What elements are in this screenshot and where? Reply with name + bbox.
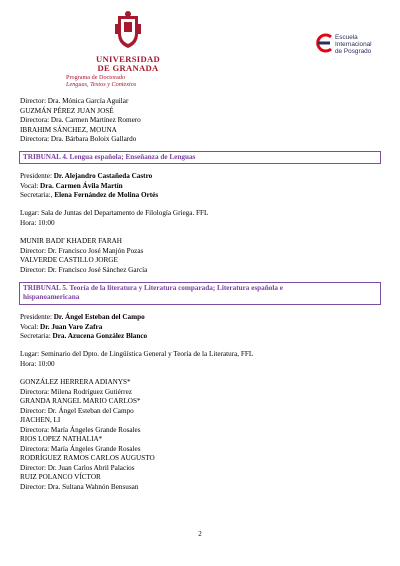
presidente-name: Dr. Ángel Esteban del Campo	[53, 313, 145, 321]
student-director: Director: Dr. Francisco José Manjón Pozas	[20, 246, 144, 255]
tribunal-5-presidente	[20, 313, 145, 322]
vocal-name: Dr. Juan Varo Zafra	[40, 322, 103, 331]
student-name: GRANDA RANGEL MARIO CARLOS*	[20, 397, 141, 405]
tribunal-4-presidente	[20, 172, 152, 181]
text-line: Directora: Dra. Bárbara Boloix Gallardo	[20, 135, 137, 143]
presidente-label: Presidente:	[20, 172, 54, 180]
vocal-name: Dra. Carmen Ávila Martín	[40, 181, 123, 190]
school-name-line2: Internacional	[335, 41, 372, 49]
tribunal-4-vocal	[20, 182, 123, 191]
tribunal-4-hora: Hora: 10:00	[20, 218, 55, 227]
crest-icon	[112, 10, 144, 50]
secretaria-name: Dra. Azucena González Blanco	[52, 332, 148, 340]
presidente-label: Presidente:	[20, 313, 54, 321]
text-line: IBRAHIM SÁNCHEZ, MOUNA	[20, 125, 117, 134]
student-director: Director: Dra. Sultana Wahnón Bensusan	[20, 482, 139, 491]
school-name-line1: Escuela	[335, 34, 358, 41]
vocal-label: Vocal:	[20, 181, 41, 190]
program-subtitle: Lenguas, Textos y Contextos	[66, 81, 137, 88]
tribunal-5-heading	[19, 282, 381, 305]
student-director: Director: Dr. Juan Carlos Abril Palacios	[20, 463, 135, 472]
tribunal-4-lugar: Lugar: Sala de Juntas del Departamento de Filología Griega. FFL	[20, 209, 209, 217]
text-line: GUZMÁN PÉREZ JUAN JOSÉ	[20, 106, 114, 115]
vocal-label: Vocal:	[20, 322, 41, 331]
secretaria-label: Secretaria:,	[20, 191, 55, 199]
school-name	[335, 34, 372, 56]
university-name-line1: UNIVERSIDAD	[96, 54, 160, 64]
student-name: RIOS LOPEZ NATHALIA*	[20, 435, 103, 443]
tribunal-4-secretaria	[20, 191, 158, 200]
tribunal-5-heading-line2: hispanoamericana	[23, 293, 80, 302]
page-number: 2	[198, 530, 202, 538]
student-name: VALVERDE CASTILLO JORGE	[20, 256, 118, 264]
school-name-line3: de Posgrado	[335, 48, 372, 56]
school-logo	[313, 31, 395, 63]
tribunal-5-hora: Hora: 10:00	[20, 359, 55, 368]
university-logo	[88, 10, 168, 73]
secretaria-name: Elena Fernández de Molina Ortés	[54, 191, 159, 199]
program-label	[66, 74, 136, 88]
student-name: MUNIR BADI' KHADER FARAH	[20, 237, 122, 245]
tribunal-4-heading: TRIBUNAL 4. Lengua española; Enseñanza de Lenguas	[19, 151, 381, 164]
student-name: GONZÁLEZ HERRERA ADIANYS*	[20, 378, 131, 386]
tribunal-5-vocal	[20, 323, 102, 332]
secretaria-label: Secretaria:	[20, 332, 53, 340]
school-logo-icon	[313, 31, 335, 57]
university-name-line2: DE GRANADA	[97, 63, 159, 73]
student-director: Directora: María Ángeles Grande Rosales	[20, 425, 141, 434]
student-director: Directora: María Ángeles Grande Rosales	[20, 444, 141, 453]
program-name: Programa de Doctorado	[66, 74, 126, 81]
student-name: JIACHEN, LI	[20, 416, 61, 424]
text-line: Directora: Dra. Carmen Martínez Romero	[20, 116, 141, 124]
student-director: Director: Dr. Francisco José Sánchez García	[20, 265, 148, 274]
tribunal-5-lugar: Lugar: Seminario del Dpto. de Lingüística General y Teoría de la Literatura, FFL	[20, 350, 254, 358]
student-name: RODRÍGUEZ RAMOS CARLOS AUGUSTO	[20, 454, 155, 462]
student-name: RUIZ POLANCO VÍCTOR	[20, 473, 101, 481]
student-director: Directora: Milena Rodríguez Gutiérrez	[20, 387, 132, 396]
tribunal-5-secretaria	[20, 332, 147, 341]
presidente-name: Dr. Alejandro Castañeda Castro	[53, 172, 153, 180]
tribunal-5-heading-line1: TRIBUNAL 5. Teoría de la literatura y Literatura comparada; Literatura española e	[23, 284, 283, 292]
student-director: Director: Dr. Ángel Esteban del Campo	[20, 406, 134, 415]
text-line: Director: Dra. Mónica García Aguilar	[20, 97, 129, 105]
